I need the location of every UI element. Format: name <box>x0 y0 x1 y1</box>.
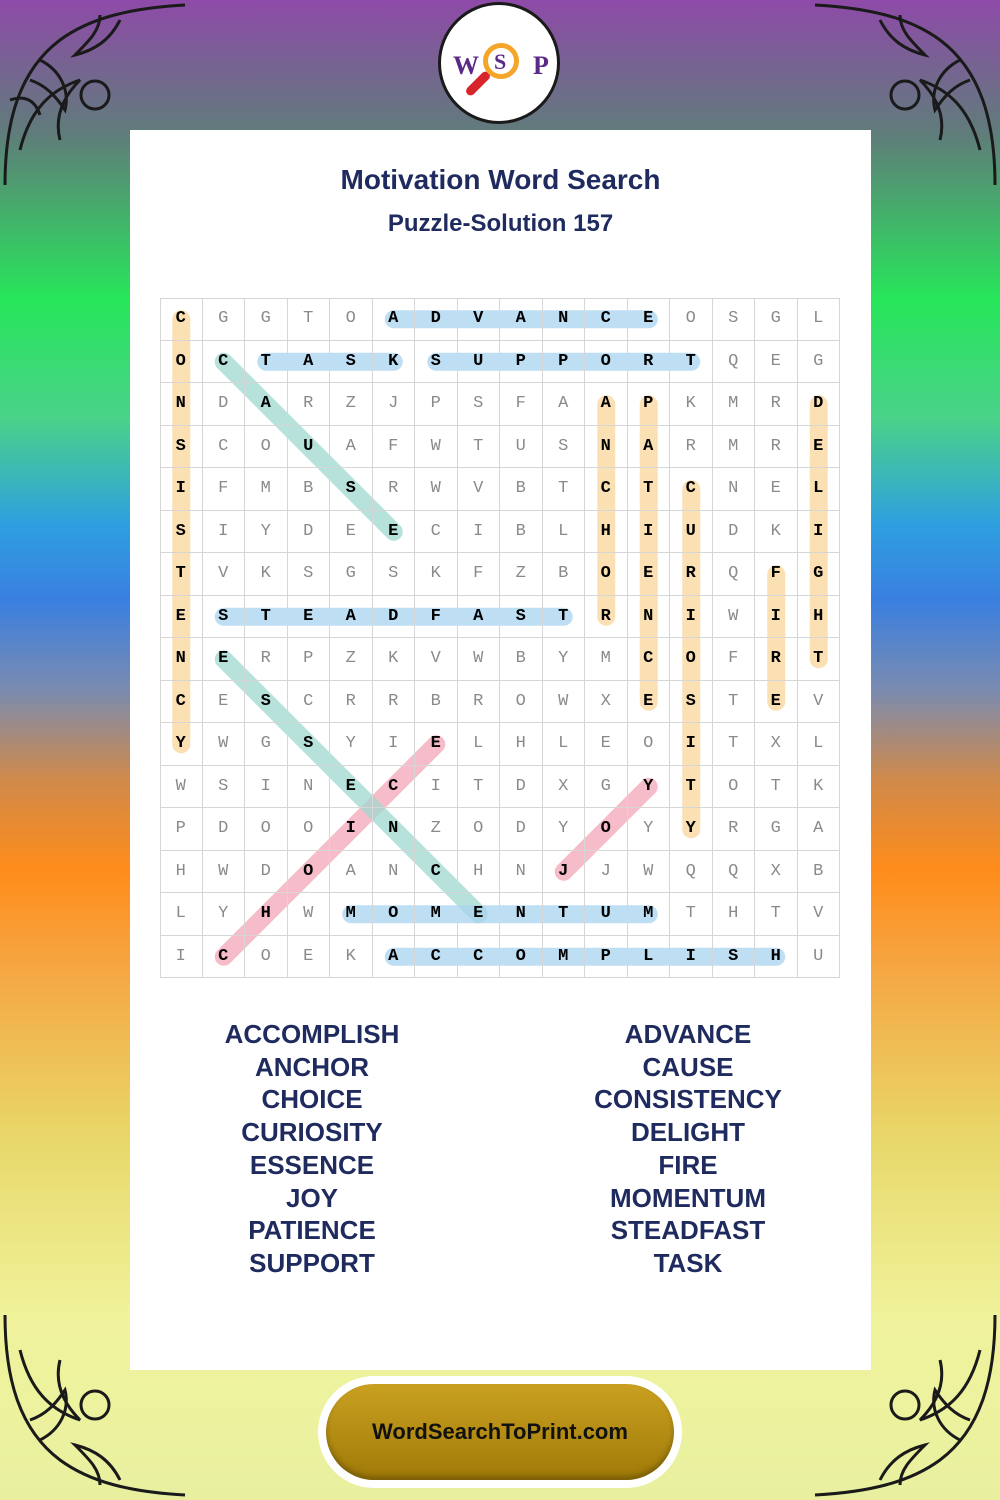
grid-cell[interactable]: L <box>543 723 586 766</box>
grid-cell[interactable]: U <box>288 426 331 469</box>
grid-cell[interactable]: H <box>755 936 798 979</box>
grid-cell[interactable]: L <box>798 723 841 766</box>
grid-cell[interactable]: O <box>585 808 628 851</box>
grid-cell[interactable]: G <box>203 298 246 341</box>
grid-cell[interactable]: Q <box>670 851 713 894</box>
grid-cell[interactable]: I <box>458 511 501 554</box>
grid-cell[interactable]: N <box>628 596 671 639</box>
word-list-right <box>528 1018 848 1280</box>
grid-cell[interactable]: D <box>245 851 288 894</box>
grid-cell[interactable]: E <box>628 298 671 341</box>
grid-cell[interactable]: T <box>245 341 288 384</box>
word-list-left <box>152 1018 472 1280</box>
word-list-item: CHOICE <box>261 1084 363 1115</box>
grid-cell[interactable]: T <box>798 638 841 681</box>
grid-cell[interactable]: X <box>585 681 628 724</box>
grid-cell[interactable]: P <box>585 936 628 979</box>
grid-cell[interactable]: O <box>670 638 713 681</box>
grid-cell[interactable]: F <box>373 426 416 469</box>
grid-cell[interactable]: B <box>500 638 543 681</box>
grid-cell[interactable]: U <box>670 511 713 554</box>
grid-cell[interactable]: E <box>203 681 246 724</box>
grid-cell[interactable]: S <box>458 383 501 426</box>
word-list-item: SUPPORT <box>249 1247 375 1278</box>
grid-cell[interactable]: F <box>500 383 543 426</box>
grid-cell[interactable]: V <box>203 553 246 596</box>
grid-cell[interactable]: E <box>373 511 416 554</box>
grid-cell[interactable]: J <box>543 851 586 894</box>
grid-cell[interactable]: L <box>798 298 841 341</box>
grid-cell[interactable]: C <box>628 638 671 681</box>
grid-cell[interactable]: S <box>203 596 246 639</box>
grid-cell[interactable]: K <box>373 341 416 384</box>
grid-cell[interactable]: B <box>798 851 841 894</box>
grid-cell[interactable]: R <box>628 341 671 384</box>
grid-cell[interactable]: R <box>755 383 798 426</box>
grid-cell[interactable]: O <box>288 808 331 851</box>
grid-cell[interactable]: W <box>458 638 501 681</box>
grid-cell[interactable]: C <box>203 426 246 469</box>
grid-cell[interactable]: N <box>373 851 416 894</box>
grid-cell[interactable]: S <box>160 426 203 469</box>
logo-letter-p: P <box>533 51 549 80</box>
grid-cell[interactable]: X <box>755 723 798 766</box>
grid-cell[interactable]: Z <box>330 383 373 426</box>
grid-cell[interactable]: E <box>288 596 331 639</box>
grid-cell[interactable]: S <box>330 341 373 384</box>
grid-cell[interactable]: G <box>798 553 841 596</box>
grid-cell[interactable]: K <box>373 638 416 681</box>
grid-cell[interactable]: C <box>415 511 458 554</box>
grid-cell[interactable]: G <box>755 808 798 851</box>
grid-cell[interactable]: M <box>245 468 288 511</box>
grid-cell[interactable]: S <box>288 723 331 766</box>
grid-cell[interactable]: E <box>203 638 246 681</box>
word-list-item: ANCHOR <box>254 1051 370 1082</box>
grid-cell[interactable]: D <box>500 808 543 851</box>
grid-cell[interactable]: S <box>543 426 586 469</box>
grid-cell[interactable]: T <box>628 468 671 511</box>
word-list-item: CONSISTENCY <box>594 1084 782 1115</box>
grid-cell[interactable]: C <box>670 468 713 511</box>
grid-cell[interactable]: Y <box>670 808 713 851</box>
grid-cell[interactable]: H <box>160 851 203 894</box>
grid-cell[interactable]: B <box>500 468 543 511</box>
grid-cell[interactable]: R <box>670 426 713 469</box>
grid-cell[interactable]: T <box>543 893 586 936</box>
word-search-grid <box>160 298 840 978</box>
grid-cell[interactable]: C <box>203 936 246 979</box>
grid-cell[interactable]: O <box>245 936 288 979</box>
grid-cell[interactable]: L <box>798 468 841 511</box>
grid-cell[interactable]: W <box>415 426 458 469</box>
grid-cell[interactable]: R <box>288 383 331 426</box>
grid-cell[interactable]: Y <box>160 723 203 766</box>
grid-cell[interactable]: C <box>415 936 458 979</box>
word-list-item: CURIOSITY <box>241 1117 383 1148</box>
grid-cell[interactable]: T <box>160 553 203 596</box>
grid-cell[interactable]: T <box>288 298 331 341</box>
grid-cell[interactable]: K <box>798 766 841 809</box>
grid-cell[interactable]: O <box>330 298 373 341</box>
grid-cell[interactable]: S <box>160 511 203 554</box>
grid-cell[interactable]: S <box>500 596 543 639</box>
grid-cell[interactable]: M <box>713 383 756 426</box>
grid-cell[interactable]: O <box>288 851 331 894</box>
word-list-item: PATIENCE <box>248 1215 376 1246</box>
grid-cell[interactable]: P <box>500 341 543 384</box>
grid-cell[interactable]: I <box>670 596 713 639</box>
grid-cell[interactable]: X <box>755 851 798 894</box>
grid-cell[interactable]: T <box>543 468 586 511</box>
grid-cell[interactable]: H <box>798 596 841 639</box>
grid-cell[interactable]: V <box>798 681 841 724</box>
grid-cell[interactable]: P <box>160 808 203 851</box>
grid-cell[interactable]: W <box>543 681 586 724</box>
grid-cell[interactable]: H <box>713 893 756 936</box>
grid-cell[interactable]: O <box>500 936 543 979</box>
grid-cell[interactable]: A <box>330 851 373 894</box>
grid-cell[interactable]: U <box>585 893 628 936</box>
grid-cell[interactable]: U <box>500 426 543 469</box>
grid-cell[interactable]: G <box>330 553 373 596</box>
grid-cell[interactable]: O <box>585 553 628 596</box>
grid-cell[interactable]: M <box>415 893 458 936</box>
grid-cell[interactable]: K <box>245 553 288 596</box>
grid-cell[interactable]: A <box>458 596 501 639</box>
grid-cell[interactable]: Y <box>543 808 586 851</box>
grid-cell[interactable]: H <box>245 893 288 936</box>
grid-cell[interactable]: E <box>798 426 841 469</box>
grid-cell[interactable]: Q <box>713 851 756 894</box>
grid-cell[interactable]: E <box>330 511 373 554</box>
grid-cell[interactable]: U <box>458 341 501 384</box>
word-list-item: FIRE <box>658 1149 718 1180</box>
grid-cell[interactable]: T <box>670 766 713 809</box>
grid-cell[interactable]: X <box>543 766 586 809</box>
grid-cell[interactable]: B <box>288 468 331 511</box>
grid-cell[interactable]: W <box>288 893 331 936</box>
grid-cell[interactable]: E <box>585 723 628 766</box>
grid-cell[interactable]: T <box>713 681 756 724</box>
grid-cell[interactable]: Y <box>628 766 671 809</box>
grid-cell[interactable]: Y <box>543 638 586 681</box>
word-list-item: ESSENCE <box>249 1149 375 1180</box>
grid-cell[interactable]: A <box>585 383 628 426</box>
grid-cell[interactable]: O <box>585 341 628 384</box>
grid-cell[interactable]: G <box>585 766 628 809</box>
grid-cell[interactable]: I <box>245 766 288 809</box>
grid-cell[interactable]: O <box>245 808 288 851</box>
grid-cell[interactable]: O <box>670 298 713 341</box>
grid-cell[interactable]: O <box>628 723 671 766</box>
grid-cell[interactable]: U <box>798 936 841 979</box>
grid-cell[interactable]: W <box>160 766 203 809</box>
grid-cell[interactable]: E <box>415 723 458 766</box>
grid-cell[interactable]: I <box>755 596 798 639</box>
grid-cell[interactable]: T <box>458 426 501 469</box>
grid-cell[interactable]: T <box>670 893 713 936</box>
grid-cell[interactable]: E <box>458 893 501 936</box>
grid-cell[interactable]: Z <box>415 808 458 851</box>
grid-cell[interactable]: C <box>288 681 331 724</box>
grid-cell[interactable]: C <box>585 468 628 511</box>
grid-cell[interactable]: A <box>628 426 671 469</box>
grid-cell[interactable]: A <box>288 341 331 384</box>
grid-cell[interactable]: C <box>415 851 458 894</box>
grid-cell[interactable]: D <box>500 766 543 809</box>
word-list-item: CAUSE <box>642 1051 734 1082</box>
grid-cell[interactable]: N <box>585 426 628 469</box>
grid-cell[interactable]: G <box>755 298 798 341</box>
grid-cell[interactable]: P <box>415 383 458 426</box>
grid-cell[interactable]: E <box>160 596 203 639</box>
grid-cell[interactable]: R <box>670 553 713 596</box>
grid-cell[interactable]: I <box>415 766 458 809</box>
logo-letter-w: W <box>453 51 479 80</box>
grid-cell[interactable]: C <box>585 298 628 341</box>
grid-cell[interactable]: Y <box>245 511 288 554</box>
grid-cell[interactable]: N <box>288 766 331 809</box>
grid-cell[interactable]: W <box>628 851 671 894</box>
grid-cell[interactable]: M <box>628 893 671 936</box>
grid-cell[interactable]: O <box>500 681 543 724</box>
grid-cell[interactable]: E <box>330 766 373 809</box>
grid-cell[interactable]: D <box>288 511 331 554</box>
grid-cell[interactable]: H <box>458 851 501 894</box>
grid-cell[interactable]: R <box>245 638 288 681</box>
grid-cell[interactable]: N <box>160 638 203 681</box>
grid-cell[interactable]: A <box>798 808 841 851</box>
grid-cell[interactable]: V <box>458 468 501 511</box>
grid-cell[interactable]: D <box>713 511 756 554</box>
grid-cell[interactable]: I <box>670 723 713 766</box>
grid-cell[interactable]: F <box>415 596 458 639</box>
grid-cell[interactable]: T <box>458 766 501 809</box>
grid-cell[interactable]: B <box>543 553 586 596</box>
grid-cell[interactable]: Q <box>713 553 756 596</box>
grid-cell[interactable]: I <box>628 511 671 554</box>
grid-cell[interactable]: E <box>628 553 671 596</box>
grid-cell[interactable]: S <box>288 553 331 596</box>
grid-cell[interactable]: N <box>373 808 416 851</box>
grid-cell[interactable]: W <box>713 596 756 639</box>
grid-cell[interactable]: B <box>415 681 458 724</box>
grid-cell[interactable]: E <box>288 936 331 979</box>
grid-cell[interactable]: Q <box>713 341 756 384</box>
grid-cell[interactable]: S <box>415 341 458 384</box>
grid-cell[interactable]: G <box>798 341 841 384</box>
grid-cell[interactable]: V <box>798 893 841 936</box>
grid-cell[interactable]: I <box>160 936 203 979</box>
grid-cell[interactable]: E <box>755 341 798 384</box>
grid-cell[interactable]: H <box>585 511 628 554</box>
grid-cell[interactable]: L <box>458 723 501 766</box>
page-subtitle: Puzzle-Solution 157 <box>387 210 614 237</box>
grid-cell[interactable]: O <box>160 341 203 384</box>
grid-cell[interactable]: W <box>203 723 246 766</box>
grid-cell[interactable]: P <box>288 638 331 681</box>
word-list-item: ADVANCE <box>624 1019 752 1049</box>
grid-cell[interactable]: L <box>543 511 586 554</box>
grid-cell[interactable]: A <box>373 298 416 341</box>
grid-cell[interactable]: I <box>798 511 841 554</box>
grid-cell[interactable]: Y <box>203 893 246 936</box>
grid-cell[interactable]: L <box>160 893 203 936</box>
grid-cell[interactable]: O <box>373 893 416 936</box>
grid-cell[interactable]: M <box>543 936 586 979</box>
grid-cell[interactable]: L <box>628 936 671 979</box>
grid-cell[interactable]: T <box>755 766 798 809</box>
grid-cell[interactable]: K <box>330 936 373 979</box>
grid-cell[interactable]: A <box>543 383 586 426</box>
grid-cell[interactable]: J <box>373 383 416 426</box>
word-list-item: JOY <box>285 1182 339 1213</box>
grid-cell[interactable]: T <box>543 596 586 639</box>
grid-cell[interactable]: W <box>415 468 458 511</box>
grid-cell[interactable]: D <box>203 383 246 426</box>
grid-cell[interactable]: A <box>330 426 373 469</box>
grid-cell[interactable]: R <box>585 596 628 639</box>
grid-cell[interactable]: T <box>245 596 288 639</box>
site-link[interactable]: WordSearchToPrint.com <box>372 1419 628 1444</box>
grid-cell[interactable]: V <box>415 638 458 681</box>
grid-cell[interactable]: C <box>160 298 203 341</box>
word-list-item: ACCOMPLISH <box>224 1019 400 1049</box>
grid-cell[interactable]: P <box>543 341 586 384</box>
grid-cell[interactable]: I <box>203 511 246 554</box>
grid-cell[interactable]: S <box>670 681 713 724</box>
grid-cell[interactable]: K <box>415 553 458 596</box>
grid-cell[interactable]: I <box>330 808 373 851</box>
grid-cell[interactable]: Z <box>500 553 543 596</box>
grid-cell[interactable]: D <box>415 298 458 341</box>
grid-cell[interactable]: N <box>500 893 543 936</box>
grid-cell[interactable]: Z <box>330 638 373 681</box>
page-title: Motivation Word Search <box>340 164 661 195</box>
word-list-item: STEADFAST <box>610 1215 766 1246</box>
grid-cell[interactable]: S <box>373 553 416 596</box>
grid-cell[interactable]: H <box>500 723 543 766</box>
grid-cell[interactable]: G <box>245 298 288 341</box>
grid-cell[interactable]: E <box>755 468 798 511</box>
grid-cell[interactable]: E <box>628 681 671 724</box>
grid-cell[interactable]: K <box>670 383 713 426</box>
grid-cell[interactable]: G <box>245 723 288 766</box>
grid-cell[interactable]: F <box>458 553 501 596</box>
grid-cell[interactable]: O <box>713 766 756 809</box>
grid-cell[interactable]: R <box>713 808 756 851</box>
grid-cell[interactable]: T <box>755 893 798 936</box>
grid-cell[interactable]: C <box>203 341 246 384</box>
grid-cell[interactable]: N <box>543 298 586 341</box>
wsp-logo <box>438 2 560 124</box>
grid-cell[interactable]: A <box>500 298 543 341</box>
grid-cell[interactable]: Y <box>330 723 373 766</box>
grid-cell[interactable]: N <box>713 468 756 511</box>
grid-cell[interactable]: A <box>330 596 373 639</box>
grid-cell[interactable]: I <box>160 468 203 511</box>
grid-cell[interactable]: R <box>458 681 501 724</box>
grid-cell[interactable]: R <box>330 681 373 724</box>
grid-cell[interactable]: K <box>755 511 798 554</box>
grid-cell[interactable]: D <box>798 383 841 426</box>
grid-cell[interactable]: N <box>500 851 543 894</box>
grid-cell[interactable]: S <box>713 298 756 341</box>
grid-cell[interactable]: E <box>755 681 798 724</box>
grid-cell[interactable]: A <box>373 936 416 979</box>
grid-cell[interactable]: F <box>713 638 756 681</box>
grid-cell[interactable]: M <box>585 638 628 681</box>
grid-cell[interactable]: O <box>245 426 288 469</box>
word-list-item: TASK <box>653 1247 723 1278</box>
grid-cell[interactable]: O <box>458 808 501 851</box>
grid-cell[interactable]: I <box>670 936 713 979</box>
grid-cell[interactable]: S <box>713 936 756 979</box>
grid-cell[interactable]: N <box>160 383 203 426</box>
grid-cell[interactable]: I <box>373 723 416 766</box>
grid-cell[interactable]: B <box>500 511 543 554</box>
footer-banner[interactable] <box>318 1376 682 1488</box>
grid-cell[interactable]: S <box>203 766 246 809</box>
grid-cell[interactable]: T <box>670 341 713 384</box>
word-list-item: DELIGHT <box>630 1117 746 1148</box>
grid-cell[interactable]: D <box>203 808 246 851</box>
grid-cell[interactable]: D <box>373 596 416 639</box>
grid-cell[interactable]: F <box>755 553 798 596</box>
grid-cell[interactable]: W <box>203 851 246 894</box>
grid-cell[interactable]: S <box>330 468 373 511</box>
grid-cell[interactable]: C <box>458 936 501 979</box>
grid-cell[interactable]: F <box>203 468 246 511</box>
grid-cell[interactable]: R <box>373 468 416 511</box>
grid-cell[interactable]: C <box>373 766 416 809</box>
logo-letter-s: S <box>494 49 507 74</box>
grid-cell[interactable]: J <box>585 851 628 894</box>
grid-cell[interactable]: P <box>628 383 671 426</box>
grid-cell[interactable]: S <box>245 681 288 724</box>
grid-cell[interactable]: M <box>713 426 756 469</box>
grid-cell[interactable]: V <box>458 298 501 341</box>
grid-cell[interactable]: T <box>713 723 756 766</box>
grid-cell[interactable]: M <box>330 893 373 936</box>
grid-cell[interactable]: R <box>755 426 798 469</box>
grid-cell[interactable]: R <box>373 681 416 724</box>
grid-cell[interactable]: Y <box>628 808 671 851</box>
grid-cell[interactable]: A <box>245 383 288 426</box>
word-list-item: MOMENTUM <box>610 1182 766 1213</box>
grid-cell[interactable]: C <box>160 681 203 724</box>
grid-cell[interactable]: R <box>755 638 798 681</box>
